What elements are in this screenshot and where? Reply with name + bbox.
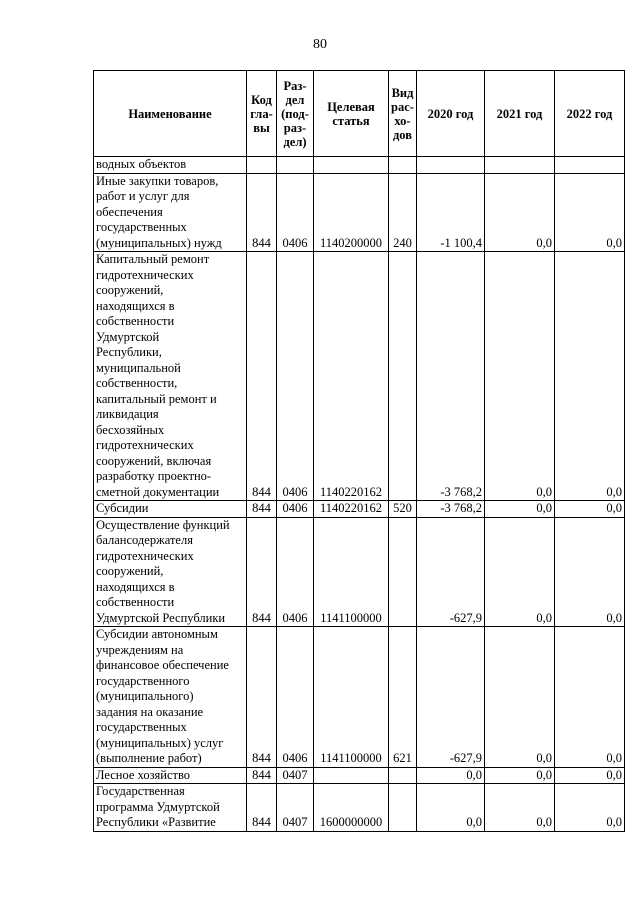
cell-name — [94, 767, 247, 784]
header-line: дел — [285, 92, 305, 107]
name-line: Республики, — [96, 345, 162, 359]
cell-target-item: 1140220162 — [314, 252, 389, 501]
cell-name — [94, 501, 247, 518]
cell-2020: -3 768,2 — [417, 501, 485, 518]
name-line: сооружений, — [96, 283, 164, 297]
table-row — [94, 501, 625, 518]
cell-2021: 0,0 — [485, 784, 555, 832]
name-line: собственности — [96, 595, 175, 609]
name-line: Государственная — [96, 784, 185, 798]
header-2022: 2022 год — [555, 71, 625, 157]
cell-expense-type — [389, 767, 417, 784]
header-name: Наименование — [94, 71, 247, 157]
name-line: гидротехнических — [96, 548, 194, 563]
budget-table — [93, 70, 625, 832]
cell-2020: -627,9 — [417, 627, 485, 768]
table-row — [94, 784, 625, 832]
cell-target-item: 1141100000 — [314, 517, 389, 627]
cell-2020: -3 768,2 — [417, 252, 485, 501]
name-line: ликвидация — [96, 407, 159, 421]
header-line: (под- — [281, 106, 309, 121]
cell-2022: 0,0 — [555, 627, 625, 768]
name-line: (муниципальных) услуг — [96, 735, 224, 750]
name-line: гидротехнических — [96, 438, 194, 452]
cell-2022: 0,0 — [555, 784, 625, 832]
name-line: бесхозяйных — [96, 422, 165, 437]
name-line: (муниципальных) нужд — [96, 235, 222, 250]
table-row — [94, 173, 625, 252]
cell-section: 0406 — [277, 627, 314, 768]
table-row — [94, 517, 625, 627]
name-line: Капитальный ремонт — [96, 252, 210, 266]
header-line: рас- — [391, 99, 414, 114]
name-line: разработку проектно- — [96, 469, 212, 483]
name-line: капитальный ремонт и — [96, 391, 217, 406]
cell-2021: 0,0 — [485, 627, 555, 768]
cell-2020: 0,0 — [417, 767, 485, 784]
header-line: хо- — [394, 113, 411, 128]
cell-target-item: 1600000000 — [314, 784, 389, 832]
cell-expense-type: 240 — [389, 173, 417, 252]
cell-2020 — [417, 157, 485, 174]
header-line: Целевая — [327, 99, 375, 114]
name-line: (выполнение работ) — [96, 751, 202, 765]
cell-expense-type: 621 — [389, 627, 417, 768]
header-2020: 2020 год — [417, 71, 485, 157]
name-line: (муниципального) — [96, 689, 194, 703]
cell-2022: 0,0 — [555, 501, 625, 518]
name-line: сметной документации — [96, 484, 220, 499]
cell-expense-type — [389, 157, 417, 174]
name-line: находящихся в — [96, 298, 175, 313]
cell-chapter: 844 — [247, 767, 277, 784]
name-line: Лесное хозяйство — [96, 767, 191, 782]
cell-target-item — [314, 767, 389, 784]
name-line: обеспечения — [96, 204, 163, 219]
name-line: Иные закупки товаров, — [96, 173, 219, 188]
cell-name — [94, 627, 247, 768]
header-expense-type — [389, 71, 417, 157]
name-line: Удмуртской Республики — [96, 610, 226, 625]
name-line: программа Удмуртской — [96, 799, 220, 814]
cell-name — [94, 173, 247, 252]
cell-expense-type: 520 — [389, 501, 417, 518]
cell-expense-type — [389, 784, 417, 832]
cell-target-item: 1141100000 — [314, 627, 389, 768]
cell-name — [94, 517, 247, 627]
name-line: собственности, — [96, 376, 178, 390]
cell-section: 0407 — [277, 784, 314, 832]
name-line: Субсидии — [96, 501, 149, 515]
cell-chapter — [247, 157, 277, 174]
cell-2022: 0,0 — [555, 767, 625, 784]
name-line: учреждениям на — [96, 642, 184, 657]
table-row — [94, 157, 625, 174]
table-row — [94, 627, 625, 768]
name-line: государственных — [96, 720, 187, 734]
cell-name — [94, 252, 247, 501]
name-line: водных объектов — [96, 157, 187, 171]
name-line: сооружений, — [96, 564, 164, 578]
table-body — [94, 157, 625, 832]
cell-2020: -1 100,4 — [417, 173, 485, 252]
cell-2022 — [555, 157, 625, 174]
page-number: 80 — [313, 37, 327, 52]
cell-chapter: 844 — [247, 252, 277, 501]
cell-2021: 0,0 — [485, 501, 555, 518]
cell-target-item: 1140200000 — [314, 173, 389, 252]
header-line: Вид — [391, 85, 414, 100]
cell-section: 0406 — [277, 517, 314, 627]
table-row — [94, 767, 625, 784]
name-line: государственных — [96, 220, 187, 234]
name-line: финансовое обеспечение — [96, 658, 229, 672]
header-line: Код — [251, 92, 272, 107]
name-line: государственного — [96, 673, 190, 688]
cell-2022: 0,0 — [555, 252, 625, 501]
cell-2022: 0,0 — [555, 173, 625, 252]
name-line: Субсидии автономным — [96, 627, 218, 641]
cell-section: 0406 — [277, 173, 314, 252]
name-line: Осуществление функций — [96, 517, 230, 532]
name-line: балансодержателя — [96, 533, 193, 547]
header-line: раз- — [283, 120, 307, 135]
name-line: гидротехнических — [96, 267, 194, 282]
cell-2020: 0,0 — [417, 784, 485, 832]
cell-target-item — [314, 157, 389, 174]
cell-2021: 0,0 — [485, 173, 555, 252]
name-line: собственности — [96, 314, 175, 328]
header-line: гла- — [250, 106, 273, 121]
cell-2021 — [485, 157, 555, 174]
cell-section — [277, 157, 314, 174]
header-chapter-code — [247, 71, 277, 157]
cell-name — [94, 157, 247, 174]
name-line: находящихся в — [96, 579, 175, 594]
header-section — [277, 71, 314, 157]
cell-chapter: 844 — [247, 173, 277, 252]
header-line: Раз- — [283, 78, 307, 93]
header-line: дел) — [283, 134, 307, 149]
cell-section: 0407 — [277, 767, 314, 784]
cell-section: 0406 — [277, 252, 314, 501]
name-line: Удмуртской — [96, 329, 160, 344]
cell-chapter: 844 — [247, 501, 277, 518]
cell-2021: 0,0 — [485, 252, 555, 501]
name-line: сооружений, включая — [96, 453, 212, 468]
cell-expense-type — [389, 517, 417, 627]
header-2021: 2021 год — [485, 71, 555, 157]
cell-section: 0406 — [277, 501, 314, 518]
cell-chapter: 844 — [247, 627, 277, 768]
name-line: задания на оказание — [96, 704, 204, 719]
cell-2020: -627,9 — [417, 517, 485, 627]
cell-chapter: 844 — [247, 517, 277, 627]
cell-2021: 0,0 — [485, 767, 555, 784]
name-line: работ и услуг для — [96, 189, 190, 203]
cell-chapter: 844 — [247, 784, 277, 832]
table-header-row — [94, 71, 625, 157]
cell-expense-type — [389, 252, 417, 501]
table-row — [94, 252, 625, 501]
name-line: муниципальной — [96, 360, 181, 375]
header-line: вы — [253, 120, 270, 135]
cell-2022: 0,0 — [555, 517, 625, 627]
cell-2021: 0,0 — [485, 517, 555, 627]
cell-name — [94, 784, 247, 832]
cell-target-item: 1140220162 — [314, 501, 389, 518]
header-target-item — [314, 71, 389, 157]
header-line: статья — [332, 113, 370, 128]
name-line: Республики «Развитие — [96, 815, 216, 829]
header-line: дов — [392, 127, 412, 142]
